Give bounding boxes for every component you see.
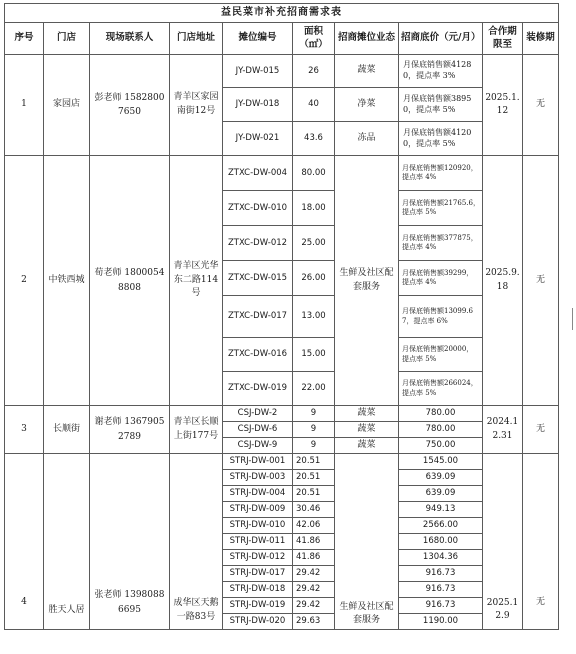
stall-code: STRJ-DW-019 xyxy=(223,598,293,614)
stall-code: STRJ-DW-001 xyxy=(223,454,293,470)
stall-code: ZTXC-DW-012 xyxy=(223,226,293,261)
stall-area: 42.06 xyxy=(293,518,335,534)
stall-price: 780.00 xyxy=(399,406,483,422)
store-name: 长顺街 xyxy=(44,406,90,454)
stall-price: 月保底销售额120920，提点率 4% xyxy=(399,156,483,191)
stall-price: 916.73 xyxy=(399,566,483,582)
stall-code: ZTXC-DW-016 xyxy=(223,338,293,372)
stall-price: 月保底销售额38950，提点率 5% xyxy=(399,88,483,122)
stall-area: 9 xyxy=(293,406,335,422)
store-decor: 无 xyxy=(523,406,559,454)
stall-area: 29.42 xyxy=(293,566,335,582)
store-address: 成华区天鹅一路83号 xyxy=(170,454,223,630)
stall-price: 750.00 xyxy=(399,438,483,454)
store-name: 胜天人居 xyxy=(44,454,90,630)
stall-price: 916.73 xyxy=(399,598,483,614)
stall-area: 20.51 xyxy=(293,470,335,486)
stall-code: JY-DW-018 xyxy=(223,88,293,122)
header-row xyxy=(5,23,559,55)
stall-area: 29.63 xyxy=(293,614,335,630)
store-address: 青羊区家园南街12号 xyxy=(170,55,223,156)
stall-code: CSJ-DW-2 xyxy=(223,406,293,422)
store-contact: 彭老师 15828007650 xyxy=(90,55,170,156)
stall-price: 月保底销售额377875，提点率 4% xyxy=(399,226,483,261)
stall-area: 22.00 xyxy=(293,372,335,406)
store-name: 中铁西城 xyxy=(44,156,90,406)
stall-code: STRJ-DW-010 xyxy=(223,518,293,534)
stall-code: STRJ-DW-009 xyxy=(223,502,293,518)
store-seq: 3 xyxy=(5,406,44,454)
stall-code: CSJ-DW-6 xyxy=(223,422,293,438)
stall-code: STRJ-DW-020 xyxy=(223,614,293,630)
store-contact: 张老师 13980886695 xyxy=(90,454,170,630)
stall-area: 29.42 xyxy=(293,582,335,598)
stall-price: 2566.00 xyxy=(399,518,483,534)
stall-price: 639.09 xyxy=(399,486,483,502)
stall-format: 蔬菜 xyxy=(335,406,399,422)
stall-price: 949.13 xyxy=(399,502,483,518)
store-seq: 2 xyxy=(5,156,44,406)
stall-price: 1680.00 xyxy=(399,534,483,550)
table-row xyxy=(5,156,559,191)
stall-area: 41.86 xyxy=(293,534,335,550)
stall-area: 18.00 xyxy=(293,191,335,226)
page-edge-mark xyxy=(572,308,576,330)
store-format: 生鲜及社区配套服务 xyxy=(335,156,399,406)
header-period: 合作期限至 xyxy=(483,23,523,55)
header-seq: 序号 xyxy=(5,23,44,55)
header-format: 招商摊位业态 xyxy=(335,23,399,55)
table-title: 益民菜市补充招商需求表 xyxy=(5,4,559,23)
header-store: 门店 xyxy=(44,23,90,55)
store-name: 家园店 xyxy=(44,55,90,156)
stall-code: ZTXC-DW-010 xyxy=(223,191,293,226)
stall-format: 蔬菜 xyxy=(335,438,399,454)
stall-code: ZTXC-DW-004 xyxy=(223,156,293,191)
stall-price: 639.09 xyxy=(399,470,483,486)
stall-code: ZTXC-DW-019 xyxy=(223,372,293,406)
stall-area: 9 xyxy=(293,438,335,454)
stall-area: 26 xyxy=(293,55,335,88)
stall-format: 净菜 xyxy=(335,88,399,122)
stall-price: 月保底销售额21765.6，提点率 5% xyxy=(399,191,483,226)
stall-code: JY-DW-021 xyxy=(223,122,293,156)
store-period: 2025.1.12 xyxy=(483,55,523,156)
stall-area: 9 xyxy=(293,422,335,438)
stall-code: CSJ-DW-9 xyxy=(223,438,293,454)
header-contact: 现场联系人 xyxy=(90,23,170,55)
header-price: 招商底价（元/月） xyxy=(399,23,483,55)
stall-area: 29.42 xyxy=(293,598,335,614)
stall-area: 80.00 xyxy=(293,156,335,191)
stall-price: 月保底销售额39299，提点率 4% xyxy=(399,261,483,296)
stall-area: 43.6 xyxy=(293,122,335,156)
store-contact: 谢老师 13679052789 xyxy=(90,406,170,454)
stall-code: ZTXC-DW-015 xyxy=(223,261,293,296)
stall-price: 月保底销售额13099.67，提点率 6% xyxy=(399,296,483,338)
stall-price: 1545.00 xyxy=(399,454,483,470)
header-area: 面积（㎡） xyxy=(293,23,335,55)
stall-area: 20.51 xyxy=(293,486,335,502)
store-seq: 4 xyxy=(5,454,44,630)
stall-price: 1190.00 xyxy=(399,614,483,630)
stall-code: STRJ-DW-003 xyxy=(223,470,293,486)
store-address: 青羊区长顺上街177号 xyxy=(170,406,223,454)
table-row xyxy=(5,454,559,470)
stall-code: STRJ-DW-011 xyxy=(223,534,293,550)
stall-area: 30.46 xyxy=(293,502,335,518)
stall-area: 40 xyxy=(293,88,335,122)
stall-code: STRJ-DW-004 xyxy=(223,486,293,502)
store-address: 青羊区光华东二路114号 xyxy=(170,156,223,406)
stall-price: 月保底销售额41200，提点率 5% xyxy=(399,122,483,156)
stall-area: 15.00 xyxy=(293,338,335,372)
stall-area: 20.51 xyxy=(293,454,335,470)
store-period: 2024.12.31 xyxy=(483,406,523,454)
stall-format: 冻品 xyxy=(335,122,399,156)
stall-price: 916.73 xyxy=(399,582,483,598)
store-decor: 无 xyxy=(523,156,559,406)
stall-area: 26.00 xyxy=(293,261,335,296)
stall-code: STRJ-DW-012 xyxy=(223,550,293,566)
header-address: 门店地址 xyxy=(170,23,223,55)
stall-area: 13.00 xyxy=(293,296,335,338)
stall-format: 蔬菜 xyxy=(335,422,399,438)
stall-area: 25.00 xyxy=(293,226,335,261)
stall-price: 780.00 xyxy=(399,422,483,438)
stall-area: 41.86 xyxy=(293,550,335,566)
header-stall: 摊位编号 xyxy=(223,23,293,55)
stall-format: 蔬菜 xyxy=(335,55,399,88)
stall-price: 1304.36 xyxy=(399,550,483,566)
store-contact: 荀老师 18000548808 xyxy=(90,156,170,406)
table-row xyxy=(5,406,559,422)
stall-code: JY-DW-015 xyxy=(223,55,293,88)
stall-price: 月保底销售额20000，提点率 5% xyxy=(399,338,483,372)
store-format: 生鲜及社区配套服务 xyxy=(335,454,399,630)
table-row xyxy=(5,55,559,88)
stall-code: STRJ-DW-017 xyxy=(223,566,293,582)
store-period: 2025.12.9 xyxy=(483,454,523,630)
store-seq: 1 xyxy=(5,55,44,156)
stall-price: 月保底销售额41280，提点率 3% xyxy=(399,55,483,88)
store-period: 2025.9.18 xyxy=(483,156,523,406)
stall-code: ZTXC-DW-017 xyxy=(223,296,293,338)
header-decor: 装修期 xyxy=(523,23,559,55)
store-decor: 无 xyxy=(523,55,559,156)
stall-code: STRJ-DW-018 xyxy=(223,582,293,598)
recruitment-table xyxy=(4,3,559,630)
stall-price: 月保底销售额266024，提点率 5% xyxy=(399,372,483,406)
store-decor: 无 xyxy=(523,454,559,630)
